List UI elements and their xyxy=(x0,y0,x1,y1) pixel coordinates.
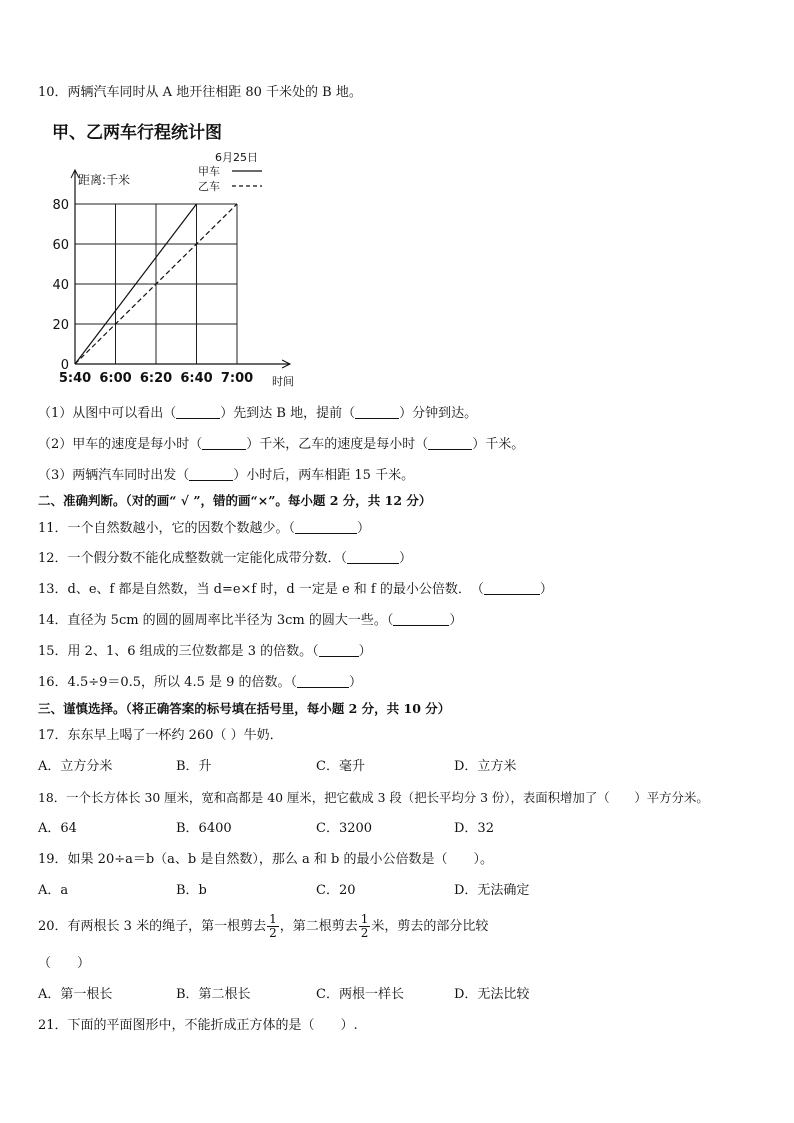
legend-label: 乙车 xyxy=(198,180,220,193)
q13-end: ） xyxy=(539,582,553,597)
q19-option-b[interactable]: B．b xyxy=(176,883,207,898)
q19-option-c[interactable]: C．20 xyxy=(316,883,356,898)
question-12 xyxy=(38,550,412,568)
q11-text: 11．一个自然数越小，它的因数个数越少。（ xyxy=(38,521,296,536)
y-tick-label: 40 xyxy=(52,278,69,293)
q20-answer-paren[interactable]: （ ） xyxy=(38,956,91,971)
question-10-2 xyxy=(38,436,524,454)
q17-option-d[interactable]: D．立方米 xyxy=(454,759,517,774)
q20-text-post: 米，剪去的部分比较 xyxy=(371,919,489,934)
q14-end: ） xyxy=(449,613,463,628)
q10-2-text-a: （2）甲车的速度是每小时（ xyxy=(38,437,203,452)
q20-option-a[interactable]: A．第一根长 xyxy=(38,987,113,1002)
chart-title: 甲、乙两车行程统计图 xyxy=(52,123,222,143)
q14-text: 14．直径为 5cm 的圆的圆周率比半径为 3cm 的圆大一些。（ xyxy=(38,613,394,628)
q16-end: ） xyxy=(349,675,363,690)
question-14 xyxy=(38,612,462,630)
question-21-stem: 21．下面的平面图形中，不能折成正方体的是（ ）. xyxy=(38,1018,358,1033)
section-3-heading: 三、谨慎选择。（将正确答案的标号填在括号里，每小题 2 分，共 10 分） xyxy=(38,701,451,716)
answer-blank[interactable] xyxy=(428,436,472,450)
answer-blank[interactable] xyxy=(297,674,349,688)
question-10-stem: 10．两辆汽车同时从 A 地开往相距 80 千米处的 B 地。 xyxy=(38,85,362,100)
q10-3-text-b: ）小时后，两车相距 15 千米。 xyxy=(233,468,415,483)
fraction-denominator: 2 xyxy=(360,926,369,940)
x-tick-label: 6:20 xyxy=(139,371,173,386)
y-axis-label: 距离:千米 xyxy=(78,173,131,187)
y-tick-label: 80 xyxy=(52,198,69,213)
chart-date: 6月25日 xyxy=(215,151,258,164)
q20-text-mid: ，第二根剪去 xyxy=(279,919,358,934)
answer-blank[interactable] xyxy=(176,405,220,419)
answer-blank[interactable] xyxy=(202,436,246,450)
q20-option-c[interactable]: C．两根一样长 xyxy=(316,987,404,1002)
answer-blank[interactable] xyxy=(319,643,359,657)
y-tick-label: 60 xyxy=(52,238,69,253)
answer-blank[interactable] xyxy=(484,581,540,595)
question-17-stem: 17．东东早上喝了一杯约 260（ ）牛奶． xyxy=(38,728,283,743)
q20-option-b[interactable]: B．第二根长 xyxy=(176,987,251,1002)
q10-1-text-c: ）分钟到达。 xyxy=(399,406,478,421)
answer-blank[interactable] xyxy=(347,550,399,564)
q15-end: ） xyxy=(358,644,372,659)
q20-option-d[interactable]: D．无法比较 xyxy=(454,987,530,1002)
answer-blank[interactable] xyxy=(295,520,357,534)
fraction-numerator: 1 xyxy=(360,912,369,926)
q10-1-text-b: ）先到达 B 地，提前（ xyxy=(220,406,356,421)
q17-option-a[interactable]: A．立方分米 xyxy=(38,759,113,774)
answer-blank[interactable] xyxy=(355,405,399,419)
q10-2-text-b: ）千米，乙车的速度是每小时（ xyxy=(246,437,429,452)
question-13 xyxy=(38,581,553,599)
q13-text: 13．d、e、f 都是自然数，当 d=e×f 时，d 一定是 e 和 f 的最小公倍数． （ xyxy=(38,582,484,597)
q18-option-a[interactable]: A．64 xyxy=(38,821,77,836)
fraction-numerator: 1 xyxy=(269,912,277,926)
x-tick-label: 6:00 xyxy=(99,371,132,386)
fraction-denominator: 2 xyxy=(269,926,277,940)
chart-legend xyxy=(198,165,262,193)
q19-option-a[interactable]: A．a xyxy=(38,883,69,898)
question-10-1 xyxy=(38,405,477,423)
q17-option-b[interactable]: B．升 xyxy=(176,759,212,774)
q12-text: 12．一个假分数不能化成整数就一定能化成带分数．（ xyxy=(38,551,348,566)
answer-blank[interactable] xyxy=(393,612,449,626)
question-19-stem: 19．如果 20÷a＝b（a、b 是自然数），那么 a 和 b 的最小公倍数是（ ）。 xyxy=(38,852,493,867)
q11-end: ） xyxy=(357,521,371,536)
q18-option-d[interactable]: D．32 xyxy=(454,821,494,836)
fraction-one-half xyxy=(359,913,371,940)
q18-option-c[interactable]: C．3200 xyxy=(316,821,373,836)
y-tick-label: 20 xyxy=(52,318,69,333)
x-tick-label: 6:40 xyxy=(180,371,213,386)
x-tick-label: 7:00 xyxy=(220,371,254,386)
section-2-heading: 二、准确判断。（对的画“ √ ”，错的画“×”。每小题 2 分，共 12 分） xyxy=(38,493,432,508)
question-11 xyxy=(38,520,370,538)
q20-text-pre: 20．有两根长 3 米的绳子，第一根剪去 xyxy=(38,919,267,934)
q17-option-c[interactable]: C．毫升 xyxy=(316,759,365,774)
travel-chart xyxy=(50,118,310,393)
question-16 xyxy=(38,674,362,692)
q10-1-text-a: （1）从图中可以看出（ xyxy=(38,406,177,421)
y-tick-label: 0 xyxy=(60,358,69,373)
plot-area xyxy=(52,170,290,386)
q10-2-text-c: ）千米。 xyxy=(472,437,525,452)
q16-text: 16．4.5÷9＝0.5，所以 4.5 是 9 的倍数。（ xyxy=(38,675,298,690)
question-15 xyxy=(38,643,372,661)
question-10-3 xyxy=(38,467,414,485)
question-18-stem: 18．一个长方体长 30 厘米，宽和高都是 40 厘米，把它截成 3 段（把长平均分 3 份），表面积增加了（ ）平方分米。 xyxy=(38,790,709,805)
q10-3-text-a: （3）两辆汽车同时出发（ xyxy=(38,468,190,483)
q12-end: ） xyxy=(399,551,413,566)
question-20-stem xyxy=(38,910,488,944)
x-axis-label: 时间 xyxy=(272,375,294,388)
q19-option-d[interactable]: D．无法确定 xyxy=(454,883,530,898)
q15-text: 15．用 2、1、6 组成的三位数都是 3 的倍数。（ xyxy=(38,644,319,659)
legend-label: 甲车 xyxy=(198,165,220,178)
q18-option-b[interactable]: B．6400 xyxy=(176,821,232,836)
answer-blank[interactable] xyxy=(189,467,233,481)
x-tick-label: 5:40 xyxy=(58,371,92,386)
fraction-one-half xyxy=(267,913,279,940)
